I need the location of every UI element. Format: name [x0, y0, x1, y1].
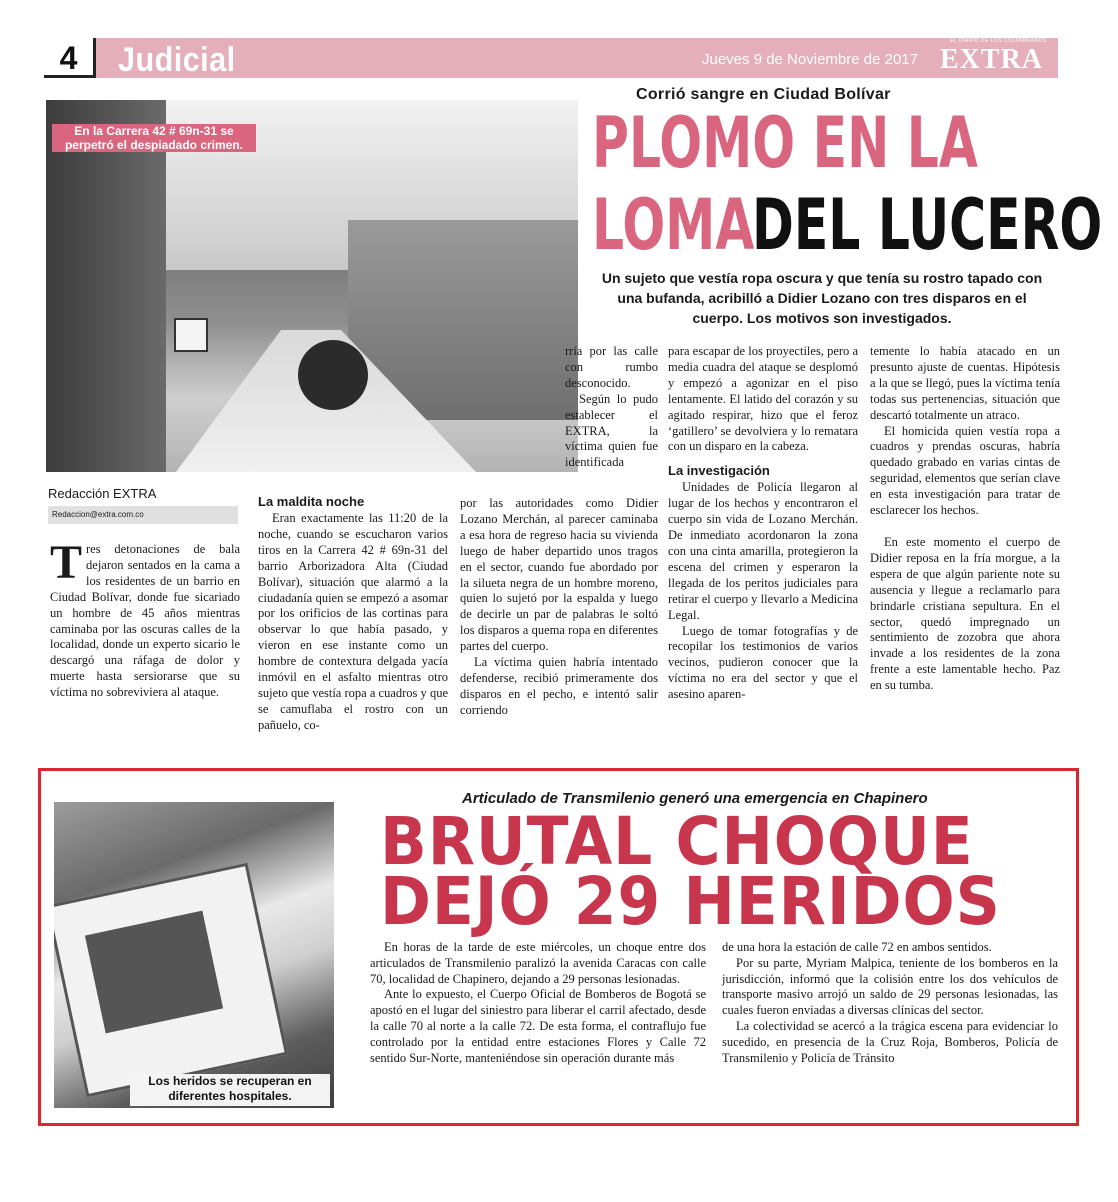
paragraph: En horas de la tarde de este miércoles, un choque entre dos articulados de Transmilenio paralizó la avenida Caracas con calle 70, localidad de Chapinero, dejando a 29 personas lesionadas.	[370, 940, 706, 986]
story-deck: Un sujeto que vestía ropa oscura y que tenía su rostro tapado con una bufanda, acribilló a Didier Lozano con tres disparos en el cuerpo. Los motivos son investigados.	[601, 270, 1043, 326]
headline-line-2: DEJÓ 29 HERIDOS	[380, 863, 1001, 940]
bus-crash-photo	[54, 802, 334, 1108]
article-column-4	[668, 344, 858, 703]
paragraph: Según lo pudo establecer el EXTRA, la víctima quien fue identificada	[565, 391, 658, 470]
byline-email: Redaccion@extra.com.co	[48, 506, 238, 524]
paragraph: La colectividad se acercó a la trágica escena para evidenciar lo sucedido, en presencia de la Cruz Roja, Bomberos, Policía de Transmilenio y Policía de Tránsito	[722, 1018, 1058, 1065]
section-title: Judicial	[118, 41, 236, 79]
article-column-3	[460, 496, 658, 719]
page-number: 4	[44, 38, 96, 78]
issue-date: Jueves 9 de Noviembre de 2017	[702, 51, 918, 68]
paragraph: Por su parte, Myriam Malpica, teniente de los bomberos en la jurisdicción, informó que la colisión entre los dos vehículos de transporte masivo arrojó un saldo de 29 personas lesionadas, las cuales fueron enviadas a diversas clínicas del sector.	[722, 955, 1058, 1018]
paragraph: Eran exactamente las 11:20 de la noche, cuando se escucharon varios tiros en la Carrera 42 # 69n-31 del barrio Arborizadora Alta (Ciudad Bolívar), situación que alarmó a la ciudadanía quien se empezó a asomar por los orificios de las cortinas para observar lo que había pasado, y vieron en ese instante como un hombre de contextura delgada yacía inmóvil en el asfalto mientras otro sujeto que vestía ropa a cuadros y que se camuflaba el rostro con un pañuelo, co-	[258, 511, 448, 732]
paragraph: para escapar de los proyectiles, pero a media cuadra del ataque se desplomó y empezó a agonizar en el piso lentamente. El latido del corazón y su agitado respirar, hizo que el feroz ‘gatillero’ se devolviera y lo rematara con un disparo en la cabeza.	[668, 344, 858, 454]
paragraph: de una hora la estación de calle 72 en ambos sentidos.	[722, 940, 992, 954]
article-column-2	[258, 494, 448, 734]
subheading: La investigación	[668, 463, 770, 479]
paragraph: La víctima quien habría intentado defenderse, recibió primeramente dos disparos en el pecho, e intentó salir corriendo	[460, 655, 658, 717]
paragraph: por las autoridades como Didier Lozano Merchán, al parecer caminaba a esa hora de regreso hacia su vivienda luego de haber departido unos tragos en el sector, cuando fue abordado por la silueta negra de un hombre moreno, quien lo sujetó por la espalda y luego de decirle un par de palabras le soltó los disparos a quema ropa en diferentes partes del cuerpo.	[460, 496, 658, 654]
paragraph: Unidades de Policía llegaron al lugar de los hechos y encontraron el cuerpo sin vida de Lozano Merchán. De inmediato acordonaron la zona con una cinta amarilla, protegieron la escena del crimen y esperaron la llegada de los peritos judiciales para retirar el cuerpo y llevarlo a Medicina Legal.	[668, 480, 858, 622]
photo-caption: Los heridos se recuperan en diferentes hospitales.	[130, 1074, 330, 1106]
subheading: La maldita noche	[258, 494, 365, 509]
headline-line-2-pink: LOMA	[592, 184, 755, 266]
headline-line-1: PLOMO EN LA	[592, 102, 978, 184]
logo-tagline: EL DIARIO DE LOS COLOMBIANOS	[950, 38, 1047, 44]
story-kicker: Corrió sangre en Ciudad Bolívar	[636, 86, 891, 103]
article-column-1	[370, 940, 706, 1066]
paragraph: En este momento el cuerpo de Didier reposa en la fría morgue, a la espera de que algún pariente note su ausencia y llegue a reclamarlo para brindarle cristiana sepultura. En el sector, quedó impregnado un sentimiento de zozobra que ahora invade a los residentes de la zona frente a este lamentable hecho. Paz en su tumba.	[870, 534, 1060, 693]
article-column-3-top	[565, 344, 658, 471]
paragraph: rría por las calle con rumbo desconocido.	[565, 344, 658, 390]
paragraph: temente lo había atacado en un presunto ajuste de cuentas. Hipótesis a la que se llegó, pues la víctima tenía todas sus pertenencias, situación que descartó totalmente un atraco.	[870, 344, 1060, 422]
article-column-1	[50, 536, 240, 701]
headline-line-2-black: DEL LUCERO	[752, 184, 1103, 266]
article-column-5	[870, 344, 1060, 694]
drop-cap: T	[50, 536, 83, 589]
story-kicker: Articulado de Transmilenio generó una emergencia en Chapinero	[462, 790, 928, 807]
photo-caption: En la Carrera 42 # 69n-31 se perpetró el despiadado crimen.	[52, 124, 256, 152]
newspaper-logo: EXTRA	[940, 44, 1044, 75]
article-column-2	[722, 940, 1058, 1066]
paragraph: Luego de tomar fotografías y de recopilar los testimonios de varios vecinos, pudieron conocer que la víctima no era del sector y que el asesino aparen-	[668, 623, 858, 702]
paragraph: El homicida quien vestía ropa a cuadros y prendas oscuras, habría quedado grabado en varias cintas de seguridad, elementos que serían clave en esta investigación para tratar de esclarecer los hechos.	[870, 423, 1060, 518]
byline: Redacción EXTRA	[48, 486, 157, 501]
paragraph: Ante lo expuesto, el Cuerpo Oficial de Bomberos de Bogotá se apostó en el lugar del siniestro para liberar el carril afectado, desde la calle 70 al norte a la calle 72. De esta forma, el contraflujo fue controlado por la entidad entre estaciones Flores y Calle 72 sentido Sur-Norte, manteniéndose sin operación durante más	[370, 987, 706, 1065]
headline-line-1: BRUTAL CHOQUE	[380, 803, 974, 880]
crime-scene-photo	[46, 100, 578, 472]
paragraph: res detonaciones de bala dejaron sentados en la cama a los residentes de un barrio en Ciudad Bolívar, donde fue sicariado un hombre de 45 años mientras caminaba por las oscuras calles de la localidad, donde un experto sicario le descargó una ráfaga de dolor y muerte hasta sersiorarse que su víctima no sobreviviera al ataque.	[50, 542, 240, 700]
